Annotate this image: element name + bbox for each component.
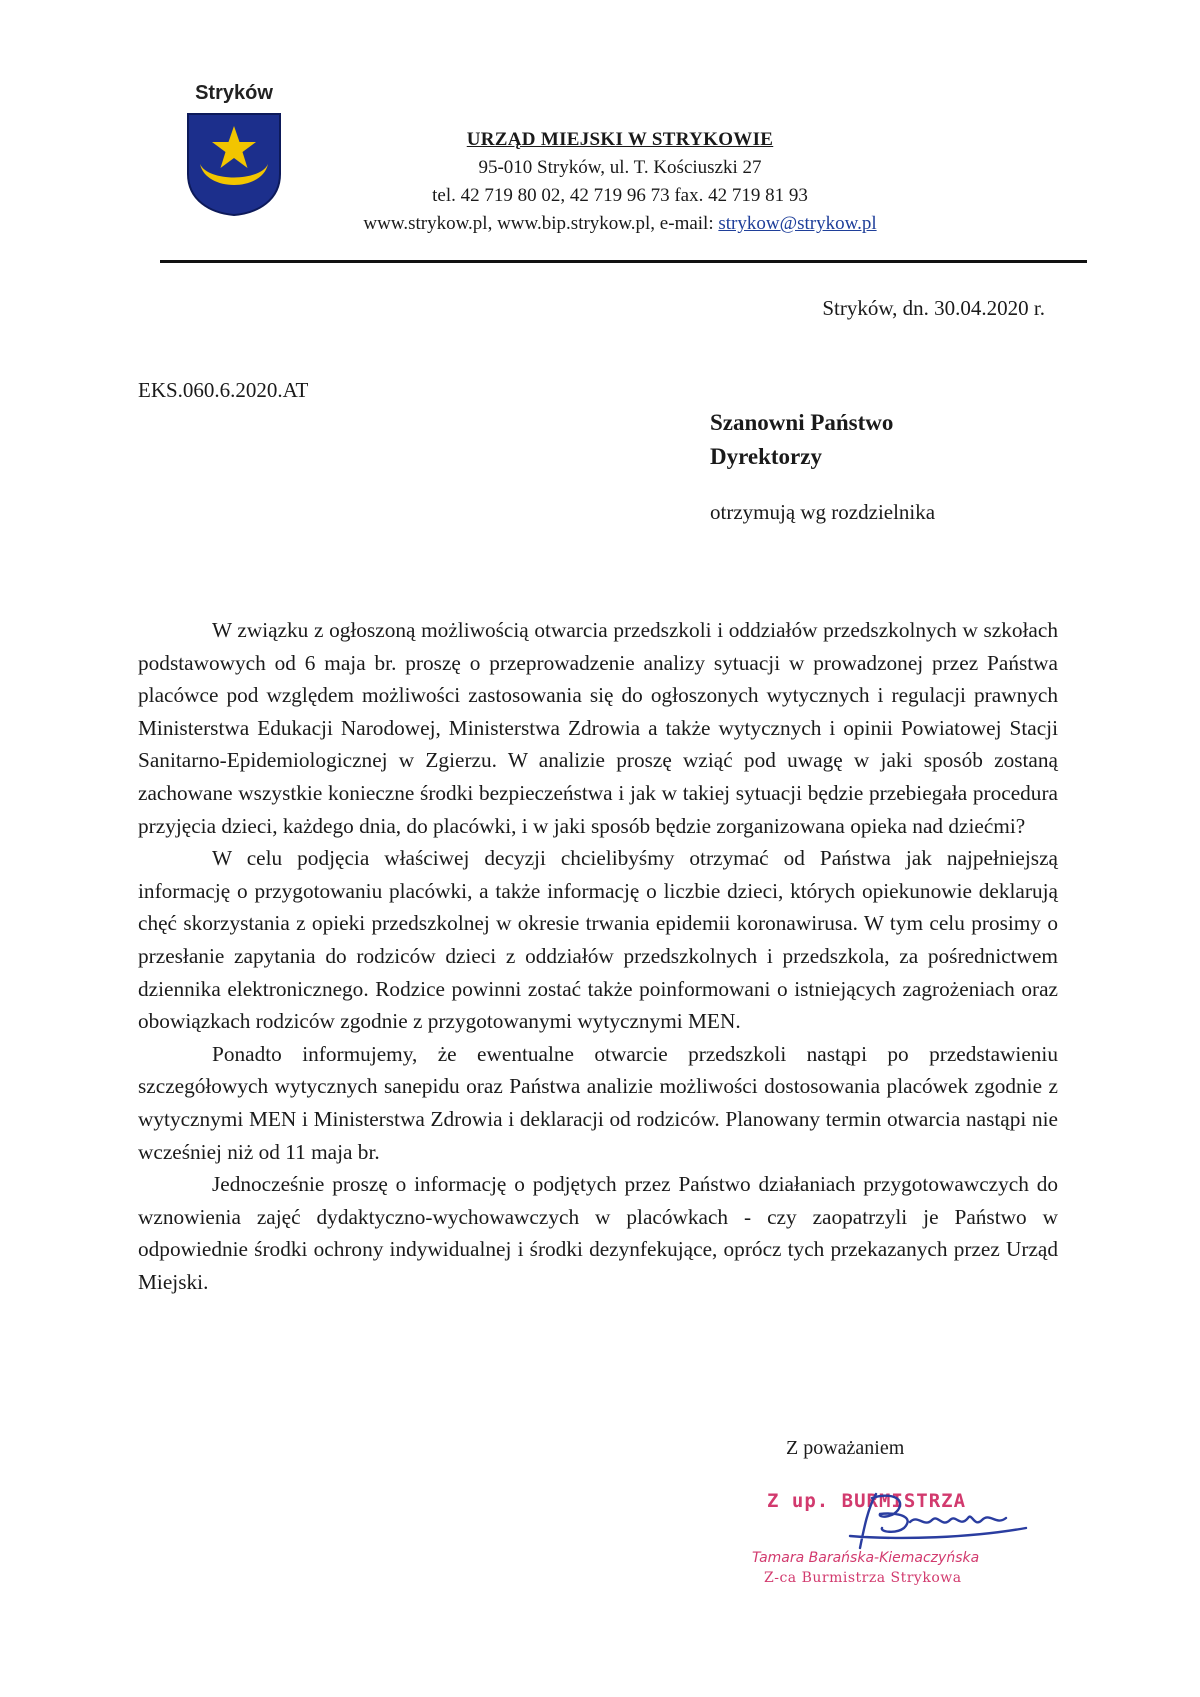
office-web xyxy=(290,210,950,238)
reference-number: EKS.060.6.2020.AT xyxy=(138,378,309,402)
stamp-name: Tamara Barańska-Kiemaczyńska xyxy=(752,1550,980,1566)
letter-body xyxy=(138,614,1058,1298)
addressee xyxy=(710,406,893,474)
header-divider xyxy=(160,260,1087,263)
coat-of-arms xyxy=(180,82,288,217)
office-header xyxy=(290,126,950,238)
crest-title: Stryków xyxy=(195,82,273,104)
distribution-note: otrzymują wg rozdzielnika xyxy=(710,500,936,524)
letter-date: Stryków, dn. 30.04.2020 r. xyxy=(822,296,1045,320)
addressee-line-2: Dyrektorzy xyxy=(710,444,822,469)
body-paragraph: Ponadto informujemy, że ewentualne otwarcie przedszkoli nastąpi po przedstawieniu szczegółowych wytycznych sanepidu oraz Państwa analizie możliwości dostosowania placówek zgodnie z wytycznymi MEN i Ministerstwa Zdrowia i deklaracji od rodziców. Planowany termin otwarcia nastąpi nie wcześniej niż od 11 maja br. xyxy=(138,1041,1058,1164)
closing-salutation: Z poważaniem xyxy=(786,1437,905,1459)
shield-emblem-icon xyxy=(186,112,282,217)
body-paragraph: W związku z ogłoszoną możliwością otwarcia przedszkoli i oddziałów przedszkolnych w szkołach podstawowych od 6 maja br. proszę o przeprowadzenie analizy sytuacji w prowadzonej przez Państwa placówce pod względem możliwości zastosowania się do ogłoszonych wytycznych i regulacji prawnych Ministerstwa Edukacji Narodowej, Ministerstwa Zdrowia a także wytycznych i opinii Powiatowej Stacji Sanitarno-Epidemiologicznej w Zgierzu. W analizie proszę wziąć pod uwagę w jaki sposób zostaną zachowane wszystkie konieczne środki bezpieczeństwa i jak w takiej sytuacji będzie przebiegała procedura przyjęcia dzieci, każdego dnia, do placówki, i w jaki sposób będzie zorganizowana opieka nad dziećmi? xyxy=(138,618,1058,838)
office-web-prefix: www.strykow.pl, www.bip.strykow.pl, e-mail: xyxy=(363,213,719,234)
body-paragraph: W celu podjęcia właściwej decyzji chcielibyśmy otrzymać od Państwa jak najpełniejszą informację o przygotowaniu placówki, a także informację o liczbie dzieci, których opiekunowie deklarują chęć skorzystania z opieki przedszkolnej w okresie trwania epidemii koronawirusa. W tym celu prosimy o przesłanie zapytania do rodziców dzieci z oddziałów przedszkolnych i przedszkola, za pośrednictwem dziennika elektronicznego. Rodzice powinni zostać także poinformowani o istniejących zagrożeniach oraz obowiązkach rodziców zgodnie z przygotowanymi wytycznymi MEN. xyxy=(138,846,1058,1034)
handwritten-signature-icon xyxy=(820,1488,1040,1558)
office-email-link[interactable]: strykow@strykow.pl xyxy=(718,213,877,234)
stamp-prefix: Z up. BURMISTRZA xyxy=(767,1490,967,1512)
addressee-line-1: Szanowni Państwo xyxy=(710,410,894,435)
stamp-role: Z-ca Burmistrza Strykowa xyxy=(764,1570,962,1586)
body-paragraph: Jednocześnie proszę o informację o podjętych przez Państwo działaniach przygotowawczych do wznowienia zajęć dydaktyczno-wychowawczych w placówkach - czy zaopatrzyli je Państwo w odpowiednie środki ochrony indywidualnej i środki dezynfekujące, oprócz tych przekazanych przez Urząd Miejski. xyxy=(138,1172,1058,1294)
signature-stamp xyxy=(752,1486,1072,1596)
office-phones: tel. 42 719 80 02, 42 719 96 73 fax. 42 719 81 93 xyxy=(432,185,808,206)
office-name: URZĄD MIEJSKI W STRYKOWIE xyxy=(466,129,774,150)
office-address: 95-010 Stryków, ul. T. Kościuszki 27 xyxy=(478,157,762,178)
